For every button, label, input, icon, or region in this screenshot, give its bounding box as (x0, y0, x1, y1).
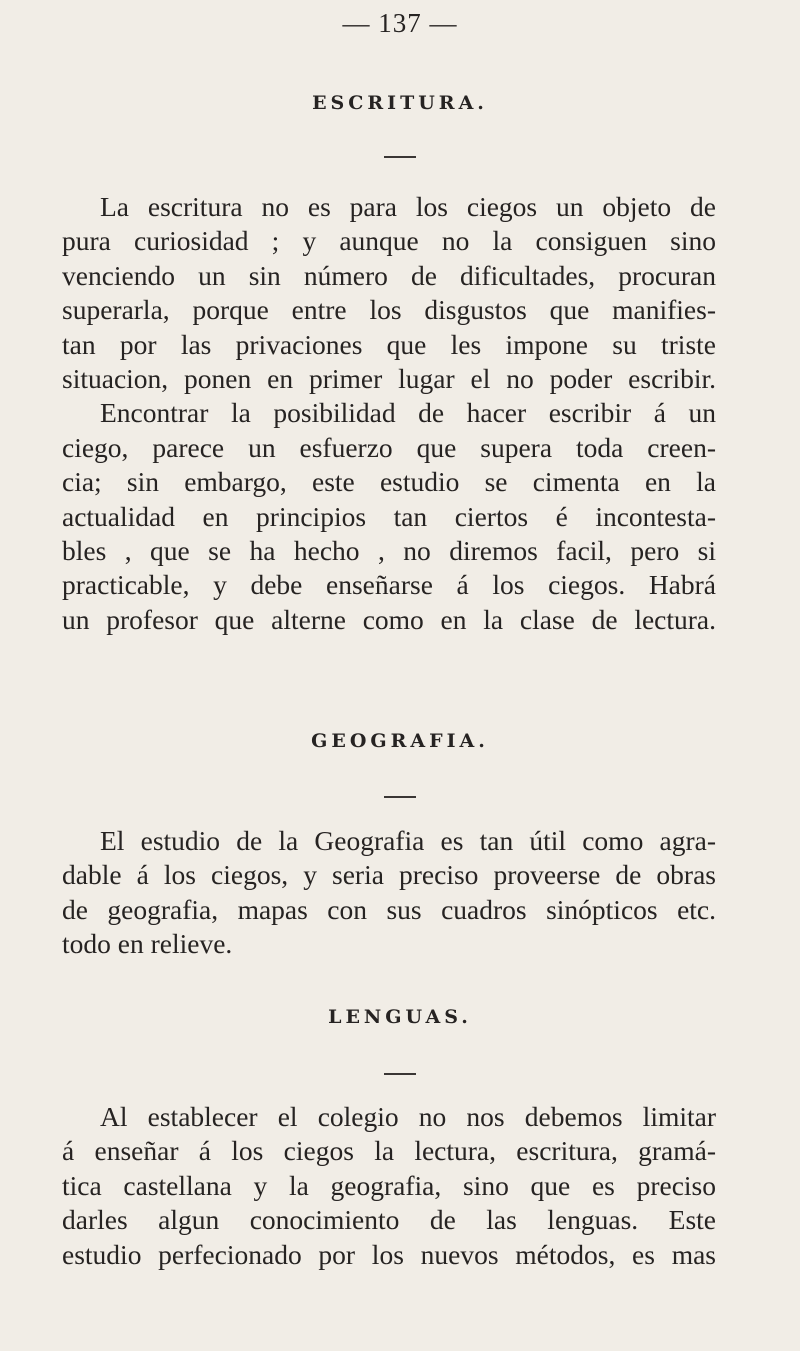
section-heading-geografia: GEOGRAFIA. (311, 730, 489, 752)
paragraph-escritura (62, 190, 716, 637)
text-line: tan por las privaciones que les impone su triste (62, 328, 716, 360)
text-line: Encontrar la posibilidad de hacer escribir á un (100, 397, 716, 429)
text-line: á enseñar á los ciegos la lectura, escritura, gramá- (62, 1135, 716, 1167)
text-line: situacion, ponen en primer lugar el no poder escribir. (62, 362, 716, 394)
text-line: bles , que se ha hecho , no diremos facil, pero si (62, 534, 716, 566)
text-line: El estudio de la Geografia es tan útil como agra- (100, 825, 716, 856)
text-line: un profesor que alterne como en la clase de lectura. (62, 603, 716, 635)
text-line: de geografia, mapas con sus cuadros sinópticos etc. (62, 893, 716, 925)
text-line: ciego, parece un esfuerzo que supera toda creen- (62, 431, 716, 463)
text-line: tica castellana y la geografia, sino que es preciso (62, 1169, 716, 1201)
heading-rule (384, 796, 416, 798)
text-line: La escritura no es para los ciegos un objeto de (100, 191, 716, 222)
section-heading-lenguas: LENGUAS. (328, 1006, 472, 1028)
text-line: Al establecer el colegio no nos debemos limitar (100, 1101, 716, 1132)
page-number: — 137 — (342, 8, 458, 38)
text-line: pura curiosidad ; y aunque no la consiguen sino (62, 225, 716, 257)
heading-rule (384, 1073, 416, 1075)
text-line: todo en relieve. (62, 928, 233, 960)
text-line: superarla, porque entre los disgustos que manifies- (62, 294, 716, 326)
text-line: actualidad en principios tan ciertos é incontesta- (62, 500, 716, 532)
section-heading-escritura: ESCRITURA. (312, 92, 488, 114)
text-line: dable á los ciegos, y seria preciso proveerse de obras (62, 859, 716, 891)
text-line: darles algun conocimiento de las lenguas. Este (62, 1204, 716, 1236)
heading-rule (384, 156, 416, 158)
text-line: cia; sin embargo, este estudio se cimenta en la (62, 466, 716, 498)
paragraph-lenguas (62, 1100, 716, 1272)
text-line: venciendo un sin número de dificultades, procuran (62, 259, 716, 291)
paragraph-geografia (62, 824, 716, 962)
text-line: estudio perfecionado por los nuevos métodos, es mas (62, 1238, 716, 1270)
text-line: practicable, y debe enseñarse á los ciegos. Habrá (62, 569, 716, 601)
